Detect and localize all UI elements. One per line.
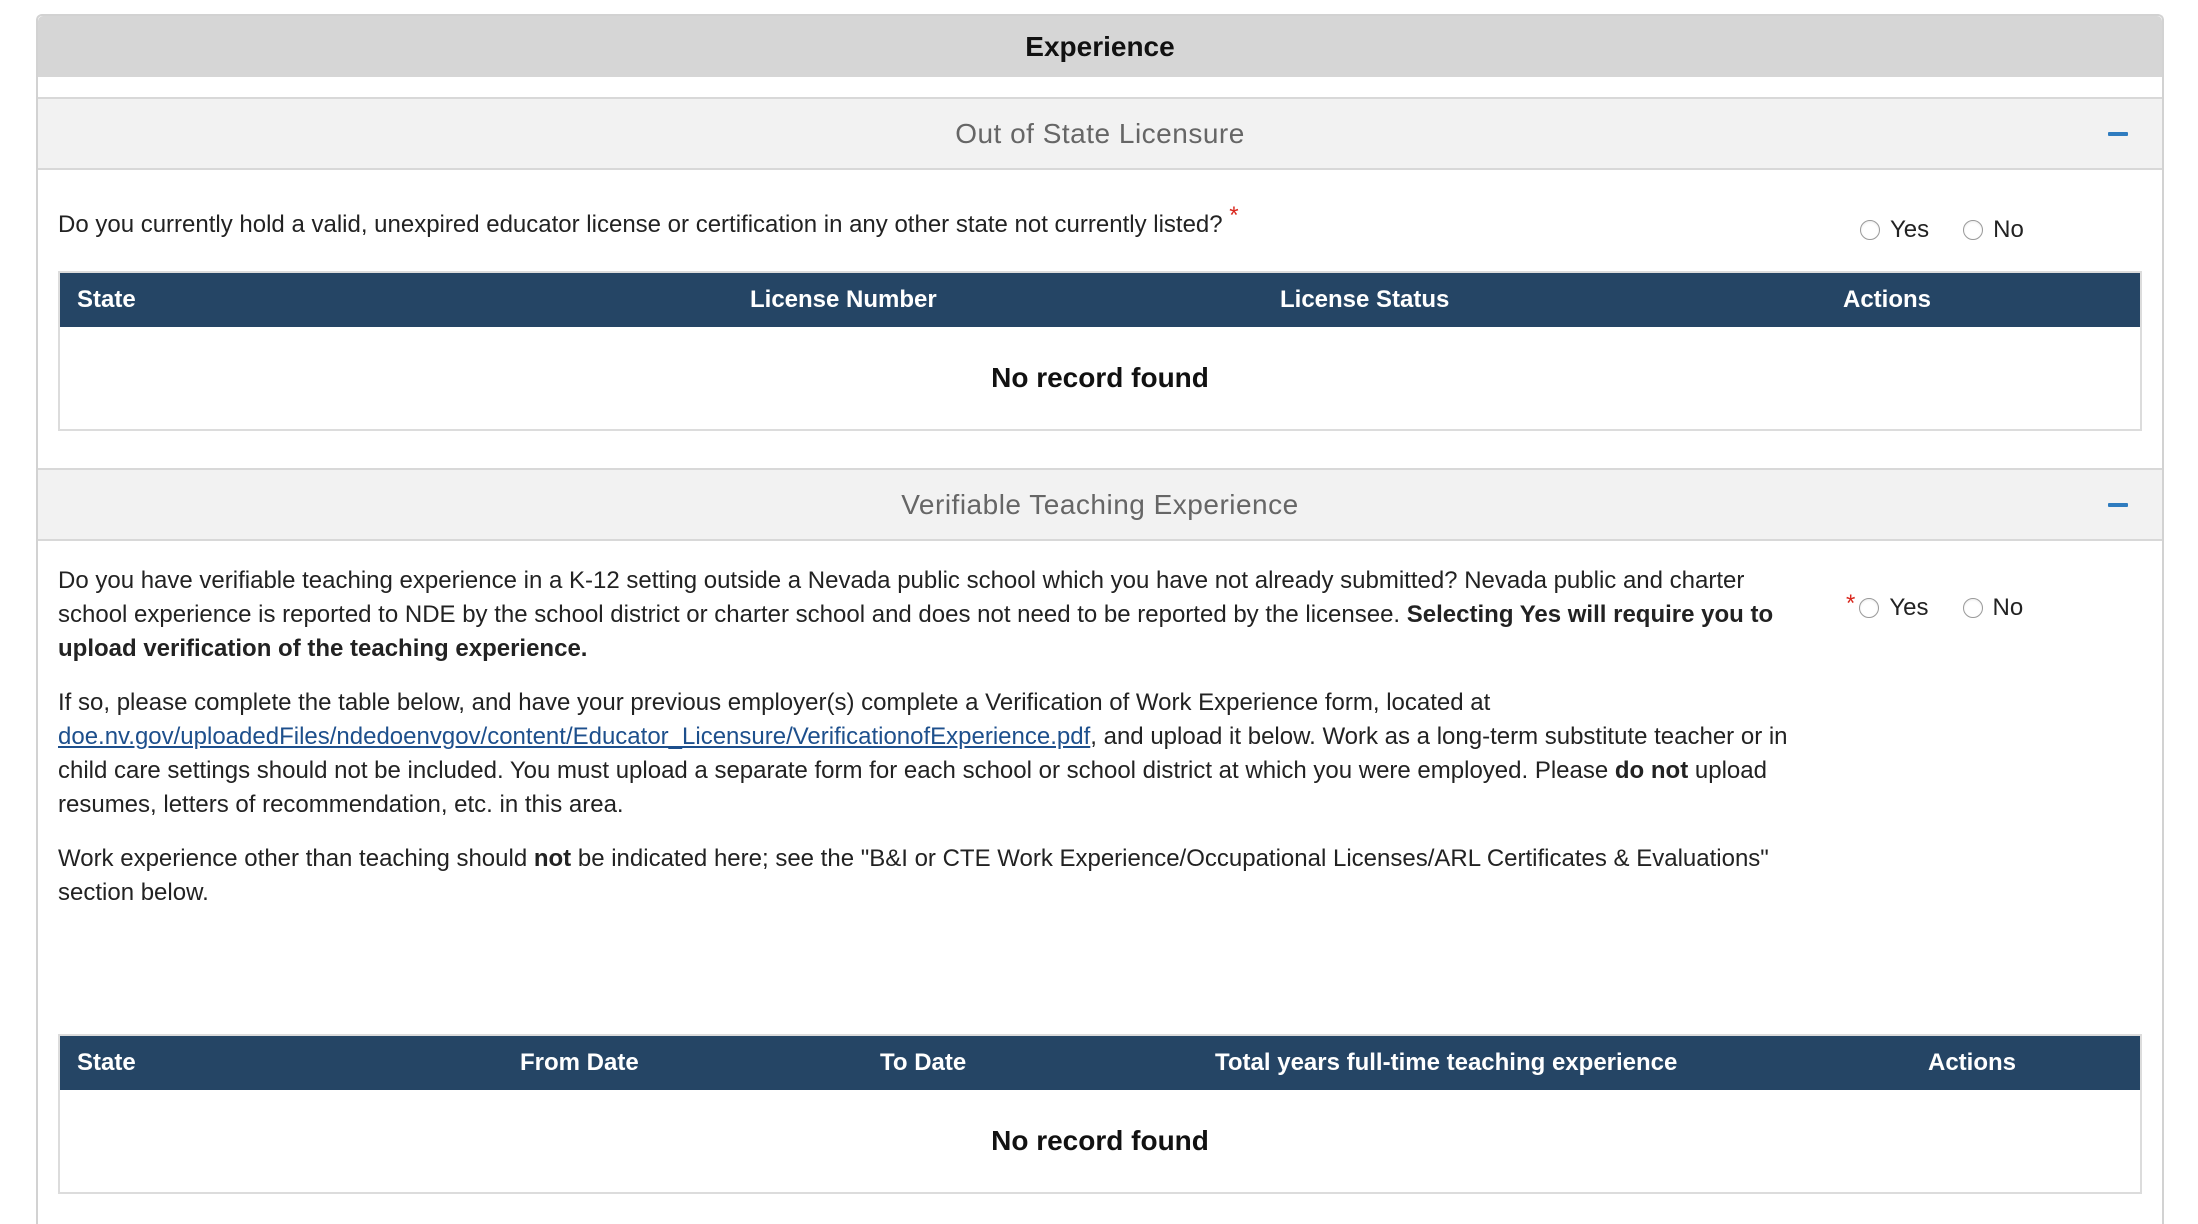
radio-label-no: No (1993, 216, 2024, 243)
column-header-license-status[interactable]: License Status (1280, 286, 1450, 313)
teaching-question-warning: Selecting Yes will require you to upload verification of the teaching experience. (58, 601, 1774, 662)
verification-form-link[interactable]: doe.nv.gov/uploadedFiles/ndedoenvgov/content/Educator_Licensure/VerificationofExperience.pdf (58, 723, 1091, 750)
collapse-minus-icon[interactable] (2108, 132, 2128, 136)
column-header-license-number[interactable]: License Number (750, 286, 937, 313)
instructions-do-not: do not (1614, 757, 1689, 784)
radio-circle-icon[interactable] (1963, 220, 1983, 240)
collapse-minus-icon[interactable] (2108, 503, 2128, 507)
column-header-to-date[interactable]: To Date (880, 1049, 967, 1076)
panel-title: Experience (38, 16, 2162, 77)
out-of-state-radio-group (1860, 216, 2058, 244)
teaching-no-radio[interactable] (1963, 594, 2024, 622)
out-of-state-no-radio[interactable] (1963, 216, 2024, 244)
column-header-state[interactable]: State (77, 286, 136, 313)
section-title-out-of-state: Out of State Licensure (955, 117, 1245, 149)
teaching-instructions-paragraph (58, 686, 1818, 822)
teaching-question-paragraph (58, 564, 1818, 666)
instructions-text-3: upload resumes, letters of recommendation, etc. in this area. (58, 757, 1767, 818)
empty-table-message: No record found (991, 1125, 1209, 1156)
radio-label-no: No (1992, 594, 2024, 621)
work-experience-note-paragraph (58, 842, 1818, 910)
required-asterisk: * (1846, 590, 1856, 617)
teaching-experience-table (58, 1034, 2142, 1194)
out-of-state-question-text: Do you currently hold a valid, unexpired educator license or certification in any other state not currently listed? (58, 211, 1223, 238)
out-of-state-table (58, 271, 2142, 431)
column-header-from-date[interactable]: From Date (520, 1049, 639, 1076)
radio-label-yes: Yes (1890, 216, 1930, 243)
section-header-out-of-state[interactable] (38, 97, 2162, 170)
note-not: not (533, 845, 572, 872)
radio-label-yes: Yes (1889, 594, 1929, 621)
radio-circle-icon[interactable] (1963, 598, 1983, 618)
section-title-teaching-experience: Verifiable Teaching Experience (901, 488, 1299, 520)
instructions-text-2: , and upload it below. Work as a long-term substitute teacher or in child care settings should not be included. You must upload a separate form for each school or school district at which you were employed. Please (58, 723, 1788, 784)
column-header-actions: Actions (1928, 1049, 2017, 1076)
column-header-total-years[interactable]: Total years full-time teaching experience (1215, 1049, 1678, 1076)
out-of-state-question (58, 199, 1308, 242)
out-of-state-yes-radio[interactable] (1860, 216, 1929, 244)
note-text-2: be indicated here; see the "B&I or CTE Work Experience/Occupational Licenses/ARL Certificates & Evaluations" section below. (58, 845, 1769, 906)
experience-panel (36, 14, 2164, 1224)
note-text-1: Work experience other than teaching should (58, 845, 534, 872)
empty-table-message: No record found (991, 362, 1209, 393)
teaching-yes-radio[interactable] (1859, 594, 1928, 622)
column-header-state[interactable]: State (77, 1049, 136, 1076)
section-header-teaching-experience[interactable] (38, 468, 2162, 541)
teaching-question-text: Do you have verifiable teaching experience in a K-12 setting outside a Nevada public school which you have not already submitted? Nevada public and charter school experience is reported to NDE by the school district or charter school and does not need to be reported by the licensee. (58, 567, 1745, 628)
table-header-row (60, 1036, 2140, 1090)
teaching-radio-group (1846, 590, 2057, 622)
table-header-row (60, 273, 2140, 327)
instructions-text-1: If so, please complete the table below, and have your previous employer(s) complete a Verification of Work Experience form, located at (58, 689, 1491, 716)
required-asterisk: * (1229, 202, 1239, 229)
column-header-actions: Actions (1843, 286, 1932, 313)
radio-circle-icon[interactable] (1859, 598, 1879, 618)
teaching-question-block (58, 564, 1818, 910)
radio-circle-icon[interactable] (1860, 220, 1880, 240)
